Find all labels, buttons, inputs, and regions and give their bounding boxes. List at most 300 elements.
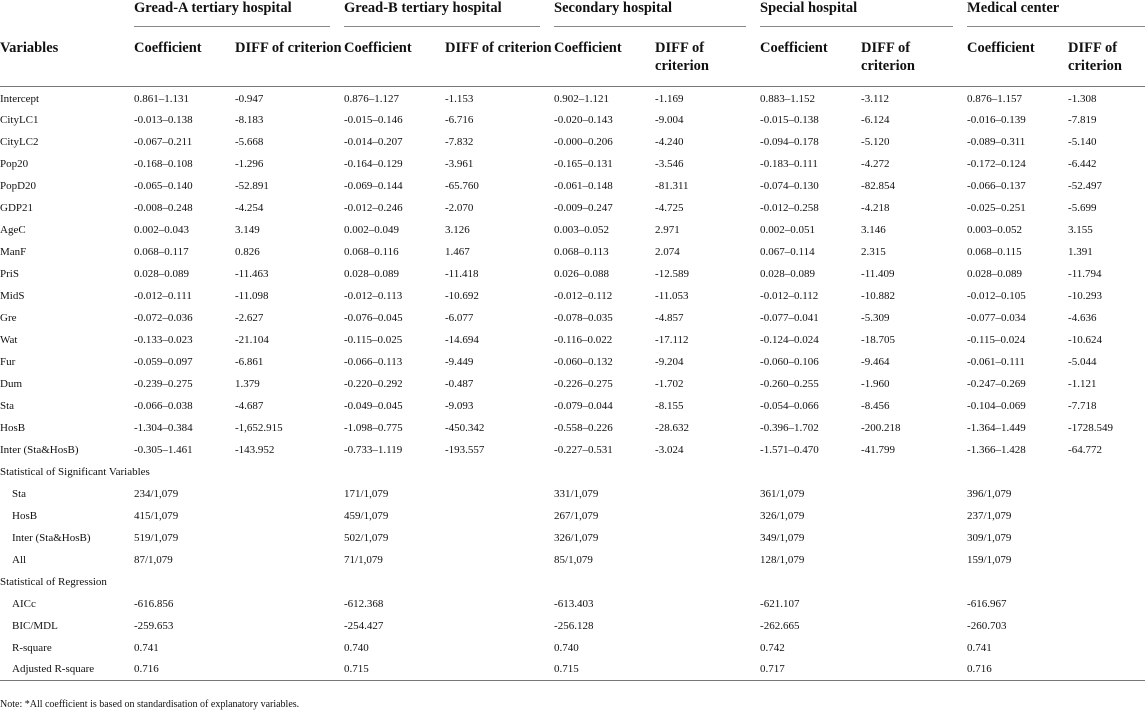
row-label: AICc <box>12 597 36 610</box>
coefficient-cell: -0.115–0.025 <box>344 333 403 346</box>
diff-cell: -11.098 <box>235 289 269 302</box>
table-row <box>0 417 1145 439</box>
coefficient-cell: -0.000–0.206 <box>554 135 613 148</box>
table-note: Note: *All coefficient is based on standardisation of explanatory variables. <box>0 699 300 710</box>
diff-cell: -4.272 <box>861 157 890 170</box>
diff-cell: -1728.549 <box>1068 421 1113 434</box>
table-row <box>0 153 1145 175</box>
diff-cell: -1.702 <box>655 377 684 390</box>
diff-header: DIFF of criterion <box>445 28 554 87</box>
value-cell: 171/1,079 <box>344 487 389 500</box>
row-label: Inter (Sta&HosB) <box>12 531 91 544</box>
value-cell: 326/1,079 <box>760 509 805 522</box>
diff-cell: -4.687 <box>235 399 264 412</box>
coefficient-cell: -0.168–0.108 <box>134 157 193 170</box>
row-label: BIC/MDL <box>12 619 58 632</box>
diff-header: DIFF of criterion <box>1068 28 1145 87</box>
empty-cell <box>861 483 967 505</box>
diff-cell: -1.153 <box>445 92 474 105</box>
diff-cell: -2.627 <box>235 311 264 324</box>
coefficient-cell: -0.012–0.113 <box>344 289 403 302</box>
row-label: Intercept <box>0 92 40 105</box>
coefficient-cell: 0.883–1.152 <box>760 92 816 105</box>
coefficient-cell: 0.028–0.089 <box>134 267 189 280</box>
empty-corner <box>0 0 134 28</box>
value-cell: 519/1,079 <box>134 531 179 544</box>
row-label: AgeC <box>0 223 26 236</box>
diff-cell: -6.077 <box>445 311 474 324</box>
diff-cell: 1.379 <box>235 377 260 390</box>
empty-cell <box>1068 549 1145 571</box>
coefficient-cell: -0.260–0.255 <box>760 377 819 390</box>
table-row <box>0 373 1145 395</box>
table-row <box>0 527 1145 549</box>
value-cell: 128/1,079 <box>760 553 805 566</box>
empty-cell <box>655 659 760 681</box>
coefficient-cell: -0.061–0.148 <box>554 179 613 192</box>
table-row <box>0 351 1145 373</box>
coefficient-cell: -0.012–0.246 <box>344 201 403 214</box>
coefficient-cell: -0.164–0.129 <box>344 157 403 170</box>
table-row <box>0 109 1145 131</box>
diff-cell: -8.155 <box>655 399 684 412</box>
empty-cell <box>235 527 344 549</box>
coefficient-cell: -0.124–0.024 <box>760 333 819 346</box>
value-cell: 415/1,079 <box>134 509 179 522</box>
table-row <box>0 219 1145 241</box>
diff-cell: -3.961 <box>445 157 474 170</box>
row-label: ManF <box>0 245 27 258</box>
diff-cell: -65.760 <box>445 179 479 192</box>
coefficient-cell: -0.060–0.106 <box>760 355 819 368</box>
diff-cell: -5.140 <box>1068 135 1097 148</box>
coefficient-cell: -0.016–0.139 <box>967 113 1026 126</box>
coefficient-cell: -0.133–0.023 <box>134 333 193 346</box>
value-cell: -256.128 <box>554 619 594 632</box>
diff-cell: -3.112 <box>861 92 890 105</box>
diff-cell: -6.442 <box>1068 157 1097 170</box>
coefficient-cell: -0.079–0.044 <box>554 399 613 412</box>
coefficient-cell: -0.069–0.144 <box>344 179 403 192</box>
row-label: Sta <box>12 487 27 500</box>
variables-header: Variables <box>0 28 134 87</box>
section-title-row <box>0 461 1145 483</box>
diff-cell: -5.668 <box>235 135 264 148</box>
empty-cell <box>861 659 967 681</box>
coefficient-cell: -0.104–0.069 <box>967 399 1026 412</box>
row-label: PopD20 <box>0 179 37 192</box>
group-header-row <box>0 0 1145 28</box>
diff-cell: -3.546 <box>655 157 684 170</box>
diff-cell: -1.296 <box>235 157 264 170</box>
value-cell: 71/1,079 <box>344 553 383 566</box>
coefficient-cell: -1.366–1.428 <box>967 443 1026 456</box>
empty-cell <box>861 615 967 637</box>
coefficient-cell: -0.220–0.292 <box>344 377 403 390</box>
diff-cell: -52.891 <box>235 179 269 192</box>
coefficient-cell: 0.068–0.117 <box>134 245 189 258</box>
diff-cell: -8.456 <box>861 399 890 412</box>
diff-cell: -1.308 <box>1068 92 1097 105</box>
empty-cell <box>445 615 554 637</box>
coefficient-cell: -0.305–1.461 <box>134 443 193 456</box>
coefficient-cell: -0.012–0.105 <box>967 289 1026 302</box>
diff-cell: 2.971 <box>655 223 680 236</box>
table-row <box>0 329 1145 351</box>
diff-cell: -3.024 <box>655 443 684 456</box>
coefficient-cell: -0.015–0.138 <box>760 113 819 126</box>
empty-cell <box>235 549 344 571</box>
row-label: Pop20 <box>0 157 29 170</box>
value-cell: 459/1,079 <box>344 509 389 522</box>
diff-cell: -1.169 <box>655 92 684 105</box>
value-cell: -254.427 <box>344 619 384 632</box>
value-cell: -262.665 <box>760 619 800 632</box>
coefficient-cell: 0.028–0.089 <box>967 267 1023 280</box>
diff-cell: -11.409 <box>861 267 895 280</box>
value-cell: -616.856 <box>134 597 174 610</box>
coefficient-cell: 0.002–0.051 <box>760 223 816 236</box>
table-row <box>0 659 1145 681</box>
empty-cell <box>1068 615 1145 637</box>
table-row <box>0 307 1145 329</box>
coefficient-cell: -0.066–0.038 <box>134 399 193 412</box>
table-row <box>0 285 1145 307</box>
coefficient-cell: -0.116–0.022 <box>554 333 613 346</box>
diff-cell: -7.718 <box>1068 399 1097 412</box>
coefficient-header: Coefficient <box>134 28 235 87</box>
coefficient-cell: -0.115–0.024 <box>967 333 1026 346</box>
coefficient-cell: 0.002–0.043 <box>134 223 189 236</box>
coefficient-cell: -0.020–0.143 <box>554 113 613 126</box>
value-cell: 159/1,079 <box>967 553 1012 566</box>
diff-cell: -10.293 <box>1068 289 1102 302</box>
diff-cell: -18.705 <box>861 333 895 346</box>
coefficient-cell: -0.025–0.251 <box>967 201 1026 214</box>
row-label: PriS <box>0 267 19 280</box>
diff-cell: -8.183 <box>235 113 264 126</box>
group-header-secondary: Secondary hospital <box>554 0 760 28</box>
empty-cell <box>1068 483 1145 505</box>
empty-cell <box>861 549 967 571</box>
coefficient-cell: -0.077–0.041 <box>760 311 819 324</box>
diff-cell: 0.826 <box>235 245 260 258</box>
coefficient-cell: 0.026–0.088 <box>554 267 610 280</box>
diff-cell: -11.053 <box>655 289 689 302</box>
empty-cell <box>655 637 760 659</box>
coefficient-cell: 0.003–0.052 <box>554 223 610 236</box>
table-row <box>0 197 1145 219</box>
value-cell: 87/1,079 <box>134 553 173 566</box>
value-cell: -259.653 <box>134 619 174 632</box>
empty-cell <box>235 659 344 681</box>
table-row <box>0 131 1145 153</box>
value-cell: 0.740 <box>344 641 369 654</box>
diff-cell: -200.218 <box>861 421 901 434</box>
section-title: Statistical of Significant Variables <box>0 465 150 478</box>
value-cell: 0.716 <box>134 659 235 681</box>
empty-cell <box>655 615 760 637</box>
diff-cell: -11.418 <box>445 267 479 280</box>
diff-cell: -5.120 <box>861 135 890 148</box>
coefficient-cell: -0.733–1.119 <box>344 443 403 456</box>
coefficient-cell: -0.067–0.211 <box>134 135 193 148</box>
diff-cell: -7.832 <box>445 135 474 148</box>
section-title-row <box>0 571 1145 593</box>
coefficient-cell: -0.015–0.146 <box>344 113 403 126</box>
diff-cell: -5.699 <box>1068 201 1097 214</box>
group-header-grade-b: Gread-B tertiary hospital <box>344 0 554 28</box>
table-row <box>0 637 1145 659</box>
table-row <box>0 615 1145 637</box>
coefficient-cell: 0.876–1.157 <box>967 92 1023 105</box>
value-cell: 85/1,079 <box>554 553 593 566</box>
value-cell: 0.741 <box>134 641 159 654</box>
value-cell: 0.716 <box>967 659 1068 681</box>
coefficient-cell: -0.013–0.138 <box>134 113 193 126</box>
diff-cell: -11.463 <box>235 267 269 280</box>
coefficient-cell: -0.183–0.111 <box>760 157 818 170</box>
diff-cell: -7.819 <box>1068 113 1097 126</box>
row-label: R-square <box>12 641 52 654</box>
sub-header-row <box>0 28 1145 87</box>
row-label: GDP21 <box>0 201 34 214</box>
diff-cell: -4.636 <box>1068 311 1097 324</box>
row-label: Wat <box>0 333 18 346</box>
coefficient-cell: -0.226–0.275 <box>554 377 613 390</box>
coefficient-cell: -0.076–0.045 <box>344 311 403 324</box>
diff-header: DIFF of criterion <box>861 28 967 87</box>
empty-cell <box>235 505 344 527</box>
value-cell: 331/1,079 <box>554 487 599 500</box>
coefficient-cell: 0.902–1.121 <box>554 92 610 105</box>
diff-cell: 3.155 <box>1068 223 1093 236</box>
diff-cell: -9.204 <box>655 355 684 368</box>
empty-cell <box>445 505 554 527</box>
coefficient-cell: -0.072–0.036 <box>134 311 193 324</box>
table-row <box>0 439 1145 461</box>
empty-cell <box>445 593 554 615</box>
diff-cell: -82.854 <box>861 179 895 192</box>
value-cell: 237/1,079 <box>967 509 1012 522</box>
empty-cell <box>235 637 344 659</box>
table-body <box>0 87 1145 681</box>
coefficient-cell: -0.008–0.248 <box>134 201 193 214</box>
diff-cell: -143.952 <box>235 443 275 456</box>
empty-cell <box>1068 637 1145 659</box>
empty-cell <box>445 637 554 659</box>
group-header-grade-a: Gread-A tertiary hospital <box>134 0 344 28</box>
value-cell: -616.967 <box>967 597 1007 610</box>
row-label: Gre <box>0 311 17 324</box>
coefficient-cell: -1.364–1.449 <box>967 421 1026 434</box>
group-header-medical-center: Medical center <box>967 0 1145 28</box>
value-cell: 349/1,079 <box>760 531 805 544</box>
value-cell: 267/1,079 <box>554 509 599 522</box>
diff-cell: 2.315 <box>861 245 886 258</box>
table-row <box>0 505 1145 527</box>
empty-cell <box>655 483 760 505</box>
value-cell: 326/1,079 <box>554 531 599 544</box>
value-cell: -260.703 <box>967 619 1007 632</box>
value-cell: 0.717 <box>760 659 861 681</box>
diff-cell: -0.487 <box>445 377 474 390</box>
empty-cell <box>655 549 760 571</box>
diff-cell: 3.146 <box>861 223 886 236</box>
coefficient-cell: 0.003–0.052 <box>967 223 1023 236</box>
diff-cell: -64.772 <box>1068 443 1102 456</box>
coefficient-cell: -1.304–0.384 <box>134 421 193 434</box>
value-cell: 0.715 <box>344 659 445 681</box>
value-cell: -621.107 <box>760 597 800 610</box>
row-label: CityLC2 <box>0 135 39 148</box>
value-cell: 361/1,079 <box>760 487 805 500</box>
diff-cell: -10.624 <box>1068 333 1102 346</box>
row-label: Dum <box>0 377 22 390</box>
coefficient-cell: -0.061–0.111 <box>967 355 1025 368</box>
diff-cell: -4.857 <box>655 311 684 324</box>
table-row <box>0 241 1145 263</box>
diff-cell: -2.070 <box>445 201 474 214</box>
diff-cell: -1.960 <box>861 377 890 390</box>
diff-cell: 1.391 <box>1068 245 1093 258</box>
coefficient-cell: -0.012–0.112 <box>760 289 819 302</box>
empty-cell <box>861 637 967 659</box>
diff-cell: -12.589 <box>655 267 689 280</box>
diff-cell: 3.149 <box>235 223 260 236</box>
diff-cell: -41.799 <box>861 443 895 456</box>
coefficient-cell: -1.098–0.775 <box>344 421 403 434</box>
diff-cell: -11.794 <box>1068 267 1102 280</box>
row-label: Adjusted R-square <box>0 659 134 681</box>
diff-cell: -4.254 <box>235 201 264 214</box>
coefficient-cell: -0.077–0.034 <box>967 311 1026 324</box>
coefficient-cell: 0.876–1.127 <box>344 92 400 105</box>
coefficient-cell: -0.059–0.097 <box>134 355 193 368</box>
diff-cell: -10.692 <box>445 289 479 302</box>
coefficient-cell: -0.012–0.111 <box>134 289 192 302</box>
coefficient-cell: -0.014–0.207 <box>344 135 403 148</box>
coefficient-cell: -0.172–0.124 <box>967 157 1026 170</box>
empty-cell <box>655 593 760 615</box>
empty-cell <box>655 527 760 549</box>
coefficient-cell: 0.068–0.115 <box>967 245 1022 258</box>
coefficient-cell: -1.571–0.470 <box>760 443 819 456</box>
diff-cell: -21.104 <box>235 333 269 346</box>
coefficient-header: Coefficient <box>760 28 861 87</box>
empty-cell <box>445 549 554 571</box>
diff-cell: -450.342 <box>445 421 485 434</box>
empty-cell <box>1068 593 1145 615</box>
coefficient-cell: -0.054–0.066 <box>760 399 819 412</box>
value-cell: 502/1,079 <box>344 531 389 544</box>
table-row <box>0 175 1145 197</box>
row-label: HosB <box>12 509 38 522</box>
empty-cell <box>1068 659 1145 681</box>
diff-cell: -81.311 <box>655 179 689 192</box>
coefficient-cell: 0.068–0.116 <box>344 245 399 258</box>
diff-cell: 2.074 <box>655 245 680 258</box>
diff-cell: -52.497 <box>1068 179 1102 192</box>
coefficient-header: Coefficient <box>967 28 1068 87</box>
coefficient-cell: -0.074–0.130 <box>760 179 819 192</box>
coefficient-cell: -0.066–0.137 <box>967 179 1026 192</box>
diff-cell: -4.218 <box>861 201 890 214</box>
empty-cell <box>655 505 760 527</box>
empty-cell <box>445 659 554 681</box>
coefficient-cell: -0.066–0.113 <box>344 355 403 368</box>
diff-cell: -1.121 <box>1068 377 1097 390</box>
diff-header: DIFF of criterion <box>655 28 760 87</box>
coefficient-cell: -0.165–0.131 <box>554 157 613 170</box>
diff-cell: -10.882 <box>861 289 895 302</box>
coefficient-cell: 0.861–1.131 <box>134 92 189 105</box>
row-label: Inter (Sta&HosB) <box>0 443 79 456</box>
diff-cell: -9.093 <box>445 399 474 412</box>
empty-cell <box>235 483 344 505</box>
diff-cell: -14.694 <box>445 333 479 346</box>
diff-cell: -1,652.915 <box>235 421 283 434</box>
coefficient-cell: 0.002–0.049 <box>344 223 400 236</box>
empty-cell <box>445 527 554 549</box>
coefficient-cell: -0.558–0.226 <box>554 421 613 434</box>
coefficient-cell: -0.009–0.247 <box>554 201 613 214</box>
coefficient-cell: 0.068–0.113 <box>554 245 609 258</box>
row-label: Sta <box>0 399 15 412</box>
diff-cell: -193.557 <box>445 443 485 456</box>
row-label: MidS <box>0 289 25 302</box>
empty-cell <box>1068 505 1145 527</box>
table-row <box>0 593 1145 615</box>
row-label: Fur <box>0 355 16 368</box>
row-label: HosB <box>0 421 26 434</box>
coefficient-cell: 0.028–0.089 <box>344 267 400 280</box>
coefficient-cell: -0.239–0.275 <box>134 377 193 390</box>
diff-cell: 3.126 <box>445 223 470 236</box>
diff-cell: -4.240 <box>655 135 684 148</box>
coefficient-cell: -0.396–1.702 <box>760 421 819 434</box>
coefficient-header: Coefficient <box>344 28 445 87</box>
group-header-special: Special hospital <box>760 0 967 28</box>
empty-cell <box>445 483 554 505</box>
value-cell: 0.740 <box>554 641 579 654</box>
diff-cell: -9.004 <box>655 113 684 126</box>
empty-cell <box>235 615 344 637</box>
empty-cell <box>861 505 967 527</box>
empty-cell <box>861 593 967 615</box>
diff-cell: -6.716 <box>445 113 474 126</box>
diff-cell: -4.725 <box>655 201 684 214</box>
diff-cell: -5.044 <box>1068 355 1097 368</box>
table-row <box>0 263 1145 285</box>
value-cell: 234/1,079 <box>134 487 179 500</box>
diff-cell: -9.449 <box>445 355 474 368</box>
diff-cell: -6.861 <box>235 355 264 368</box>
value-cell: -612.368 <box>344 597 384 610</box>
value-cell: 309/1,079 <box>967 531 1012 544</box>
value-cell: -613.403 <box>554 597 594 610</box>
diff-cell: -5.309 <box>861 311 890 324</box>
empty-cell <box>235 593 344 615</box>
coefficient-cell: -0.012–0.112 <box>554 289 613 302</box>
coefficient-cell: -0.227–0.531 <box>554 443 613 456</box>
coefficient-header: Coefficient <box>554 28 655 87</box>
table-row <box>0 395 1145 417</box>
value-cell: 0.741 <box>967 641 992 654</box>
coefficient-cell: 0.028–0.089 <box>760 267 816 280</box>
empty-cell <box>1068 527 1145 549</box>
diff-cell: 1.467 <box>445 245 470 258</box>
